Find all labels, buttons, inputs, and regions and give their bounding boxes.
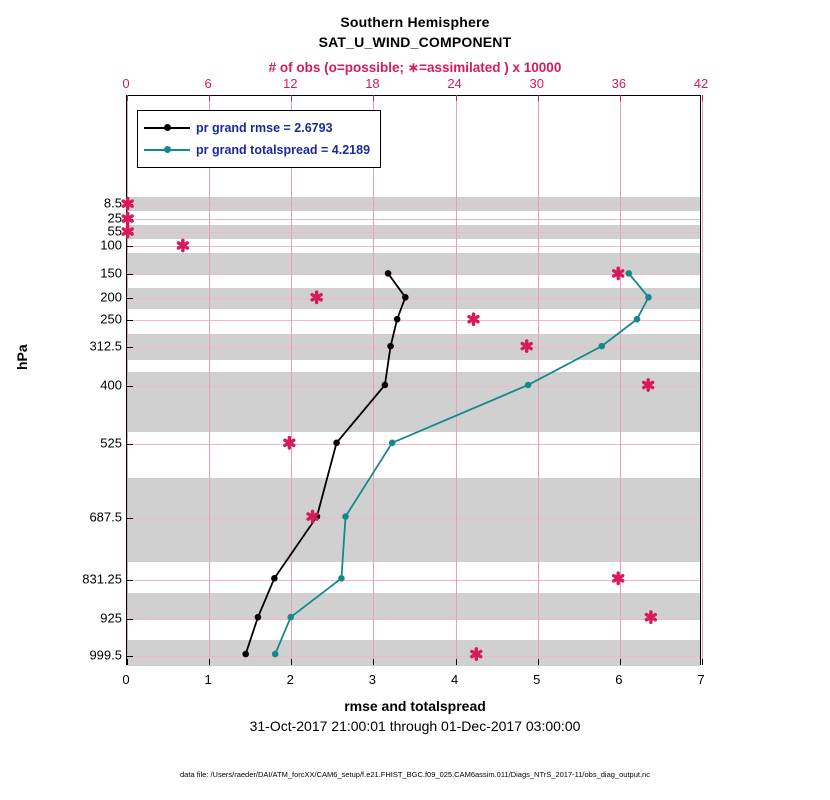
shaded-band xyxy=(127,478,700,562)
y-tick xyxy=(127,444,133,445)
y-tick-label: 100 xyxy=(100,237,122,253)
data-file-label: data file: /Users/raeder/DAI/ATM_forcXX/CAM6_setup/f.e21.FHIST_BGC.f09_025.CAM6assim.011/Diags_NTrS_2017-11/obs_diag_output.nc xyxy=(180,770,650,779)
y-tick-label: 831.25 xyxy=(82,571,122,587)
x-tick xyxy=(291,659,292,665)
x-tick xyxy=(209,659,210,665)
top-x-tick-label: 6 xyxy=(204,76,212,91)
x-tick xyxy=(373,659,374,665)
gridline-vertical xyxy=(702,96,703,664)
top-x-tick xyxy=(209,95,210,101)
y-tick xyxy=(127,246,133,247)
gridline-vertical xyxy=(620,96,621,664)
gridline-horizontal xyxy=(127,347,700,348)
gridline-vertical xyxy=(456,96,457,664)
y-tick-label: 55 xyxy=(107,223,122,239)
top-axis-title: # of obs (o=possible; ∗=assimilated ) x 10000 xyxy=(268,60,562,75)
shaded-band xyxy=(127,640,700,666)
shaded-band xyxy=(127,593,700,619)
x-tick-label: 0 xyxy=(122,672,130,687)
y-tick-label: 525 xyxy=(100,435,122,451)
y-tick-label: 400 xyxy=(100,377,122,393)
totalspread-point xyxy=(389,439,396,446)
legend-item-totalspread xyxy=(144,139,370,161)
top-x-tick xyxy=(538,95,539,101)
x-tick-label: 6 xyxy=(615,672,623,687)
shaded-band xyxy=(127,372,700,432)
y-tick xyxy=(127,232,133,233)
top-x-tick-label: 0 xyxy=(122,76,130,91)
top-x-tick xyxy=(373,95,374,101)
top-x-tick xyxy=(291,95,292,101)
top-x-tick-label: 24 xyxy=(447,76,462,91)
y-tick xyxy=(127,298,133,299)
y-tick-label: 25 xyxy=(107,210,122,226)
y-tick xyxy=(127,320,133,321)
x-tick xyxy=(702,659,703,665)
shaded-band xyxy=(127,253,700,274)
legend xyxy=(137,110,381,168)
y-tick-label: 200 xyxy=(100,289,122,305)
gridline-horizontal xyxy=(127,444,700,445)
y-tick xyxy=(127,580,133,581)
x-tick-label: 2 xyxy=(286,672,294,687)
gridline-horizontal xyxy=(127,386,700,387)
y-tick xyxy=(127,386,133,387)
x-tick-label: 1 xyxy=(204,672,212,687)
gridline-vertical xyxy=(373,96,374,664)
y-axis-title: hPa xyxy=(14,344,30,370)
gridline-horizontal xyxy=(127,204,700,205)
legend-swatch-totalspread xyxy=(144,143,190,157)
gridline-horizontal xyxy=(127,656,700,657)
rmse-point xyxy=(333,439,340,446)
top-x-tick-label: 42 xyxy=(693,76,709,91)
y-tick-label: 999.5 xyxy=(89,647,122,663)
x-tick-label: 7 xyxy=(697,672,705,687)
gridline-horizontal xyxy=(127,619,700,620)
y-tick-label: 687.5 xyxy=(89,509,122,525)
gridline-vertical xyxy=(291,96,292,664)
x-tick-label: 5 xyxy=(533,672,541,687)
y-tick xyxy=(127,274,133,275)
top-x-tick xyxy=(456,95,457,101)
chart-title xyxy=(0,12,830,52)
y-tick xyxy=(127,656,133,657)
top-x-tick-label: 12 xyxy=(283,76,298,91)
x-tick xyxy=(538,659,539,665)
y-tick-label: 150 xyxy=(100,265,122,281)
y-tick-label: 250 xyxy=(100,311,122,327)
top-x-tick xyxy=(127,95,128,101)
gridline-vertical xyxy=(209,96,210,664)
y-tick-label: 8.5 xyxy=(103,195,122,211)
y-tick xyxy=(127,518,133,519)
legend-swatch-rmse xyxy=(144,121,190,135)
gridline-vertical xyxy=(538,96,539,664)
gridline-horizontal xyxy=(127,298,700,299)
gridline-horizontal xyxy=(127,246,700,247)
y-tick-label: 312.5 xyxy=(89,338,122,354)
gridline-horizontal xyxy=(127,580,700,581)
time-range-label: 31-Oct-2017 21:00:01 through 01-Dec-2017 03:00:00 xyxy=(249,718,581,734)
gridline-horizontal xyxy=(127,518,700,519)
legend-label-totalspread: pr grand totalspread = 4.2189 xyxy=(196,143,371,157)
legend-item-rmse xyxy=(144,117,370,139)
top-x-tick xyxy=(702,95,703,101)
top-x-tick-label: 36 xyxy=(611,76,627,91)
gridline-horizontal xyxy=(127,320,700,321)
x-tick xyxy=(620,659,621,665)
gridline-vertical xyxy=(127,96,128,664)
x-tick xyxy=(127,659,128,665)
top-x-tick-label: 18 xyxy=(365,76,380,91)
top-x-tick-label: 30 xyxy=(529,76,544,91)
y-tick xyxy=(127,619,133,620)
y-tick xyxy=(127,347,133,348)
x-tick xyxy=(456,659,457,665)
x-tick-label: 3 xyxy=(368,672,377,687)
gridline-horizontal xyxy=(127,232,700,233)
top-x-tick xyxy=(620,95,621,101)
obs-count-marker xyxy=(614,573,623,583)
gridline-horizontal xyxy=(127,219,700,220)
x-axis-title: rmse and totalspread xyxy=(344,698,486,714)
gridline-horizontal xyxy=(127,274,700,275)
title-line-2: SAT_U_WIND_COMPONENT xyxy=(318,34,512,50)
x-tick-label: 4 xyxy=(450,672,459,687)
y-tick xyxy=(127,219,133,220)
plot-area xyxy=(126,95,701,665)
y-tick xyxy=(127,204,133,205)
y-tick-label: 925 xyxy=(100,610,122,626)
obs-count-marker xyxy=(285,438,294,448)
legend-label-rmse: pr grand rmse = 2.6793 xyxy=(196,121,333,135)
title-line-1: Southern Hemisphere xyxy=(340,14,490,30)
